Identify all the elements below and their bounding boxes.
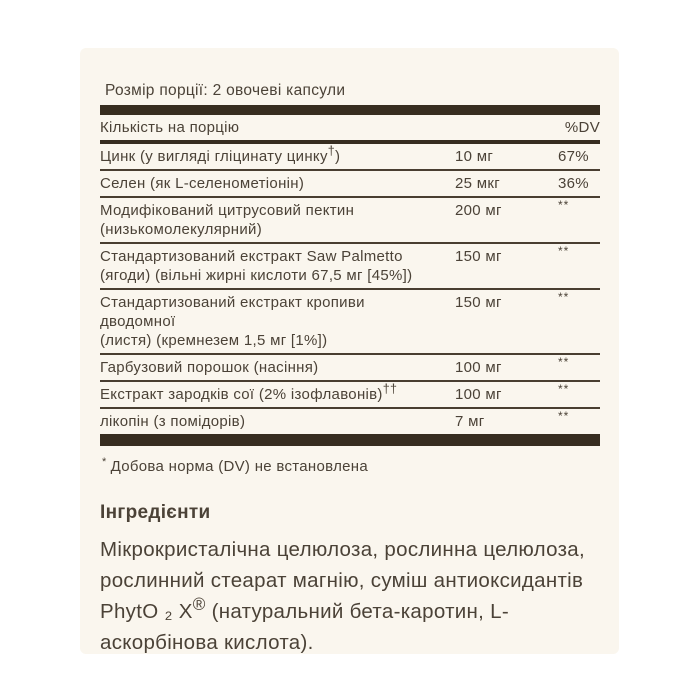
nutrient-name: лікопін (з помідорів) — [100, 413, 246, 430]
nutrient-dv: ** — [558, 355, 570, 369]
nutrient-name: Екстракт зародків сої (2% ізофлавонів)†† — [100, 382, 398, 403]
nutrient-name: Селен (як L-селенометіонін) — [100, 175, 305, 192]
nutrient-amount: 7 мг — [455, 413, 485, 430]
dv-footnote — [100, 458, 600, 475]
nutrient-dv: ** — [558, 244, 570, 258]
amount-per-serving-label: Кількість на порцію — [100, 118, 240, 136]
nutrient-amount: 25 мкг — [455, 175, 500, 192]
table-row — [100, 355, 600, 382]
nutrient-dv: ** — [558, 409, 570, 423]
supplement-facts-panel — [80, 48, 619, 654]
dv-column-label: %DV — [564, 118, 600, 136]
table-row — [100, 244, 600, 290]
nutrient-name: Стандартизований екстракт кропиви дводомної (листя) (кремнезем 1,5 мг [1%]) — [100, 294, 365, 349]
table-row — [100, 290, 600, 355]
nutrient-dv: ** — [558, 290, 570, 304]
nutrient-dv: 36% — [558, 175, 589, 192]
table-row — [100, 144, 600, 171]
nutrient-amount: 200 мг — [455, 202, 502, 219]
nutrient-dv: ** — [558, 198, 570, 212]
nutrient-name: Стандартизований екстракт Saw Palmetto (ягоди) (вільні жирні кислоти 67,5 мг [45%]) — [100, 248, 413, 284]
table-row — [100, 382, 600, 409]
table-row — [100, 171, 600, 198]
nutrient-amount: 10 мг — [455, 148, 494, 165]
table-header-row — [100, 115, 600, 140]
footnote-text: Добова норма (DV) не встановлена — [110, 458, 369, 475]
nutrient-amount: 150 мг — [455, 248, 502, 265]
table-row — [100, 409, 600, 434]
nutrient-dv: 67% — [558, 148, 589, 165]
table-row — [100, 198, 600, 244]
nutrient-amount: 150 мг — [455, 294, 502, 311]
nutrient-name: Гарбузовий порошок (насіння) — [100, 359, 319, 376]
nutrient-amount: 100 мг — [455, 359, 502, 376]
ingredients-heading: Інгредієнти — [100, 502, 211, 523]
nutrient-amount: 100 мг — [455, 386, 502, 403]
footnote-marker: * — [102, 456, 107, 468]
divider-top-bar — [100, 105, 600, 115]
nutrient-dv: ** — [558, 382, 570, 396]
ingredients-text: Мікрокристалічна целюлоза, рослинна целюлоза, рослинний стеарат магнію, суміш антиоксидантів PhytO ₂ X® (натуральний бета-каротин, L-аскорбінова кислота). — [100, 538, 585, 654]
divider-bottom-bar — [100, 434, 600, 446]
serving-size-text: Розмір порції: 2 овочеві капсули — [105, 82, 346, 99]
nutrient-table-rows — [100, 144, 600, 434]
nutrient-name: Модифікований цитрусовий пектин (низькомолекулярний) — [100, 202, 355, 238]
nutrient-name: Цинк (у вигляді гліцинату цинку†) — [100, 144, 341, 165]
